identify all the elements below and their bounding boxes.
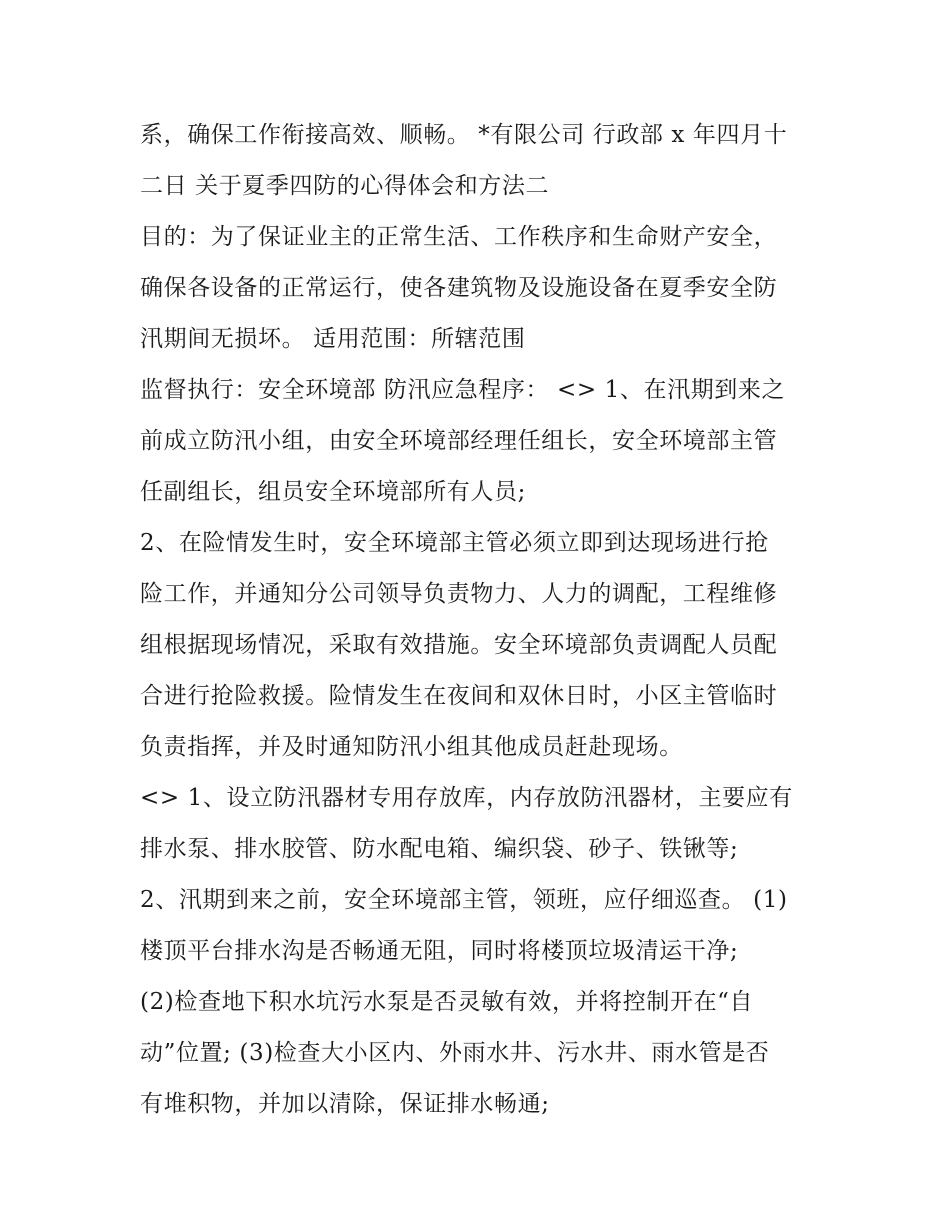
document-body <box>140 110 820 1130</box>
text-line: 2、在险情发生时，安全环境部主管必须立即到达现场进行抢 <box>140 530 769 556</box>
text-line: 系，确保工作衔接高效、顺畅。 *有限公司 行政部 x 年四月十 <box>140 122 788 148</box>
text-line: 合进行抢险救援。险情发生在夜间和双休日时，小区主管临时 <box>140 683 778 709</box>
text-line: 2、汛期到来之前，安全环境部主管，领班，应仔细巡查。 (1) <box>140 887 788 913</box>
text-line: 监督执行：安全环境部 防汛应急程序： <> 1、在汛期到来之 <box>140 377 786 403</box>
text-line: 排水泵、排水胶管、防水配电箱、编织袋、砂子、铁锹等; <box>140 836 739 862</box>
text-line: 动”位置; (3)检查大小区内、外雨水井、污水井、雨水管是否 <box>140 1040 770 1066</box>
text-line: 楼顶平台排水沟是否畅通无阻，同时将楼顶垃圾清运干净; <box>140 938 739 964</box>
text-line: 险工作，并通知分公司领导负责物力、人力的调配，工程维修 <box>140 581 778 607</box>
text-line: 汛期间无损坏。 适用范围：所辖范围 <box>140 326 526 352</box>
text-line: 负责指挥，并及时通知防汛小组其他成员赶赴现场。 <box>140 734 683 760</box>
text-line: 有堆积物，并加以清除，保证排水畅通; <box>140 1091 550 1117</box>
text-line: 二日 关于夏季四防的心得体会和方法二 <box>140 173 550 199</box>
text-line: 目的：为了保证业主的正常生活、工作秩序和生命财产安全， <box>140 224 778 250</box>
text-line: <> 1、设立防汛器材专用存放库，内存放防汛器材，主要应有 <box>140 785 793 811</box>
text-line: 任副组长，组员安全环境部所有人员; <box>140 479 526 505</box>
text-line: 组根据现场情况，采取有效措施。安全环境部负责调配人员配 <box>140 632 778 658</box>
text-line: 前成立防汛小组，由安全环境部经理任组长，安全环境部主管 <box>140 428 778 454</box>
text-line: 确保各设备的正常运行，使各建筑物及设施设备在夏季安全防 <box>140 275 778 301</box>
text-line: (2)检查地下积水坑污水泵是否灵敏有效，并将控制开在“自 <box>140 989 754 1015</box>
